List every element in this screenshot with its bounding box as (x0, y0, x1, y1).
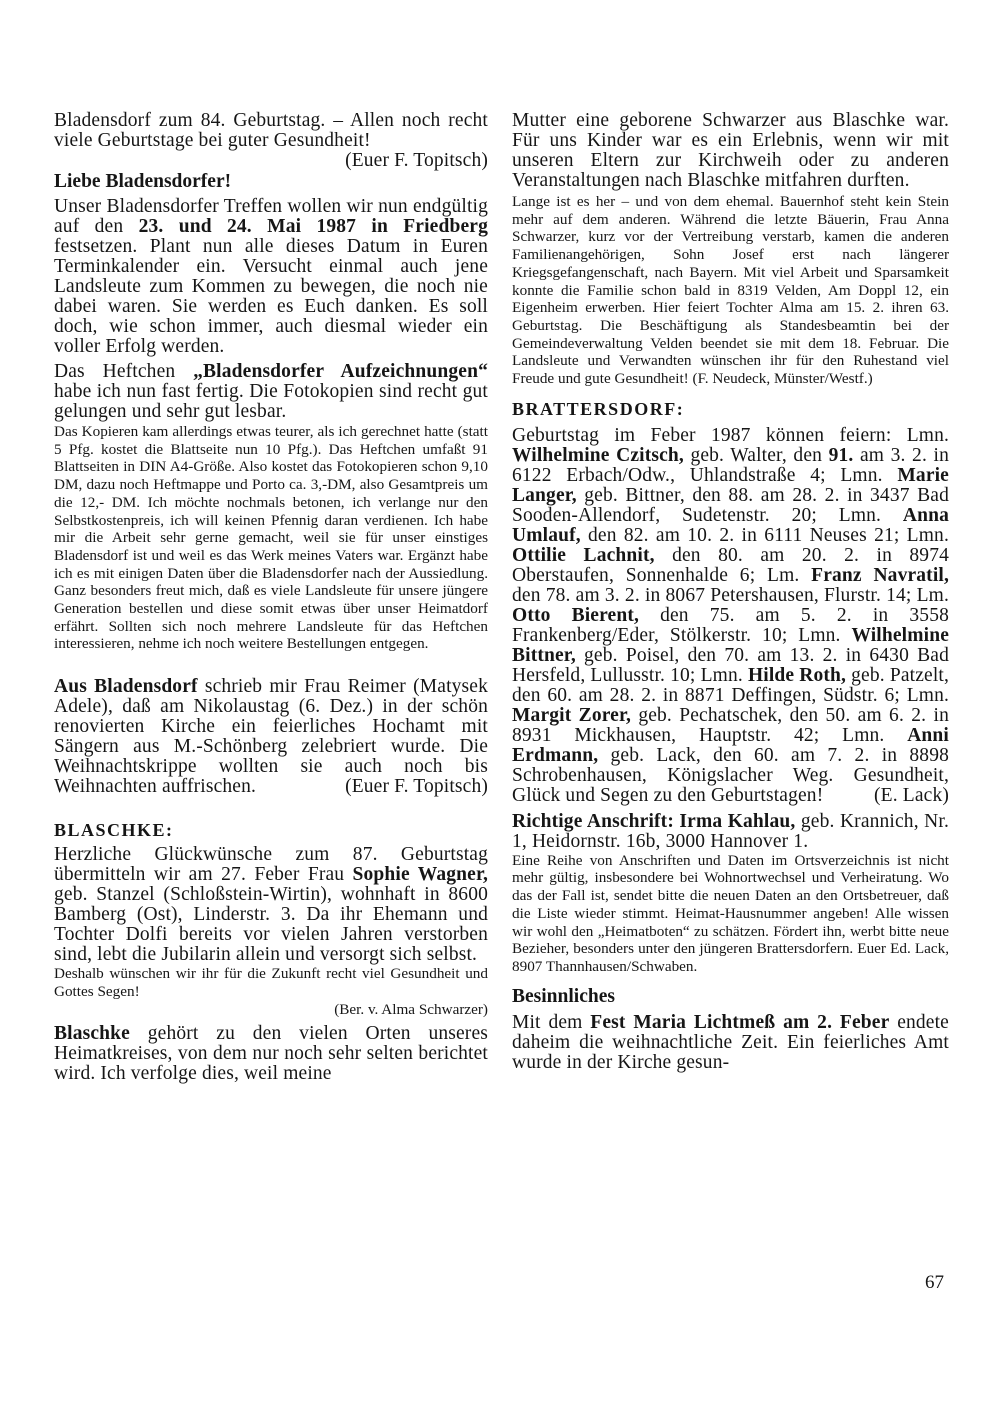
paragraph-text: schrieb mir Frau Reimer (Matysek Adele), daß am Nikolaustag (6. Dez.) in der schön renovierten Kirche ein feierliches Hochamt mit Sängern aus M.-Schönberg zelebriert wurde. Die Weihnachtskrippe wollten sie auch noch bis Weihnachten auffrischen. (54, 676, 488, 798)
small-paragraph: Deshalb wünschen wir ihr für die Zukunft recht viel Gesundheit und Gottes Segen! (54, 965, 488, 1000)
emphasis-text: Richtige Anschrift: Irma Kahlau, (512, 810, 796, 832)
signature: (E. Lack) (874, 784, 949, 806)
emphasis-text: 23. und 24. Mai 1987 in Friedberg (138, 216, 488, 237)
section-heading: BLASCHKE: (54, 820, 174, 841)
paragraph-text: den 82. am 10. 2. in 6111 Neuses 21; Lmn. (580, 524, 949, 546)
right-column (512, 111, 949, 1073)
signature: (Ber. v. Alma Schwarzer) (334, 1000, 488, 1018)
person-name: Otto Bierent, (512, 604, 640, 626)
paragraph (54, 197, 488, 357)
paragraph-text: geb. Walter, den (683, 444, 829, 466)
person-name: Anna Umlauf, (512, 504, 949, 546)
paragraph-text: den 80. am 20. 2. in 8974 Oberstaufen, Sonnenhalde 6; Lm. (512, 544, 950, 586)
person-name: Marie Langer, (512, 464, 949, 506)
person-name: Wilhelmine Bittner, (512, 624, 949, 666)
person-name: Ottilie Lachnit, (512, 544, 655, 566)
paragraph (54, 362, 488, 422)
paragraph-text: geb. Pechatschek, den 50. am 6. 2. in 8931 Mickhausen, Hauptstr. 42; Lmn. (512, 704, 949, 746)
person-name: Hilde Roth, (747, 664, 847, 686)
emphasis-text: Aus Bladensdorf (54, 676, 198, 698)
paragraph-text: geb. Stanzel (Schloßstein-Wirtin), wohnhaft in 8600 Bamberg (Ost), Linderstr. 3. Da ihr Ehemann und Tochter Dolfi bereits vor vielen Jahren verstorben sind, lebt die Jubilarin allein und versorgt sich selbst. (54, 884, 488, 966)
emphasis-text: Blaschke (54, 1023, 130, 1045)
person-name: Anni Erdmann, (512, 724, 949, 766)
paragraph-text: den 78. am 3. 2. in 8067 Petershausen, Flurstr. 14; Lm. (512, 584, 949, 606)
person-name: Margit Zorer, (512, 704, 632, 726)
emphasis-text: Fest Maria Lichtmeß am 2. Feber (590, 1011, 890, 1033)
person-name: Wilhelmine Czitsch, (512, 444, 684, 466)
birthday-list (512, 426, 949, 806)
page-number: 67 (925, 1272, 944, 1293)
emphasis-text: Sophie Wagner, (352, 864, 488, 886)
paragraph-text: Herzliche Glückwünsche zum 87. Geburtstag übermitteln wir am 27. Feber Frau (54, 844, 488, 886)
paragraph-text: geb. Poisel, den 70. am 13. 2. in 6430 Bad Hersfeld, Lullusstr. 10; Lmn. (512, 644, 949, 686)
paragraph-text: geb. Bittner, den 88. am 28. 2. in 3437 Bad Sooden-Allendorf, Sudetenstr. 20; Lmn. (512, 484, 949, 526)
paragraph (54, 1024, 488, 1084)
paragraph-text: habe ich nun fast fertig. Die Fotokopien sind recht gut gelungen und sehr gut lesbar. (54, 381, 488, 422)
left-column (54, 111, 488, 1084)
article-ending (54, 110, 488, 171)
paragraph-text: geb. Krannich, Nr. 1, Heidornstr. 16b, 3000 Hannover 1. (512, 810, 949, 852)
signature: (Euer F. Topitsch) (345, 150, 488, 171)
person-name: 91. (828, 444, 854, 466)
small-paragraph: Eine Reihe von Anschriften und Daten im Ortsverzeichnis ist nicht mehr gültig, insbesondere bei Wohnortwechsel und Verheiratung. Wo das der Fall ist, sendet bitte die neuen Daten an den Ortsbetreuer, daß die Liste wieder stimmt. Heimat-Hausnummer angeben! Alle wissen wir wohl den „Heimatboten“ zu schätzen. Fördert ihn, werbt bitte neue Bezieher, besonders unter den jüngeren Brattersdorfern. Euer Ed. Lack, 8907 Thannhausen/Schwaben. (512, 851, 949, 975)
paragraph (54, 677, 488, 797)
paragraph-text: festsetzen. Plant nun alle dieses Datum in Euren Terminkalender ein. Versucht einmal auch jene Landsleute zum Kommen zu bewegen, die noch nie dabei waren. Sie werden es Euch danken. Es soll doch, wie schon immer, auch diesmal wieder ein voller Erfolg werden. (54, 236, 488, 357)
section-heading: Besinnliches (512, 985, 615, 1007)
paragraph-text: Das Heftchen (54, 361, 194, 382)
paragraph: Mutter eine geborene Schwarzer aus Blaschke war. Für uns Kinder war es ein Erlebnis, wenn wir mit unseren Eltern zur Kirchweih oder zu anderen Veranstaltungen nach Blaschke mitfahren durften. (512, 110, 949, 191)
small-paragraph: Das Kopieren kam allerdings etwas teurer, als ich gerechnet hatte (statt 5 Pfg. kostet die Blattseite nun 10 Pfg.). Das Heftchen umfaßt 91 Blattseiten in DIN A4-Größe. Also kostet das Fotokopieren schon 9,10 DM, dazu noch Heftmappe und Porto ca. 3,-DM, also Gesamtpreis um die 12,- DM. Ich möchte nochmals betonen, ich verlange nur den Selbstkostenpreis, ich will keinen Pfennig daran verdienen. Ich habe mir die Arbeit sehr gerne gemacht, weil sie für unser einstiges Bladensdorf ist und weil es das Werk meines Vaters war. Ergänzt habe ich es mit einigen Daten über die Bladensdorfer nach der Aussiedlung. Ganz besonders freut mich, daß es viele Landsleute für unsere jüngere Generation bestellen und diese somit etwas über unser Heimatdorf erfährt. Sollten sich noch mehrere Landsleute für das Heftchen interessieren, nehme ich noch weitere Bestellungen entgegen. (54, 423, 488, 653)
paragraph-text: Mit dem (512, 1011, 591, 1033)
paragraph-text: Geburtstag im Feber 1987 können feiern: Lmn. (512, 424, 949, 446)
person-name: Franz Navratil, (811, 564, 949, 586)
paragraph-text: geb. Lack, den 60. am 7. 2. in 8898 Schrobenhausen, Königslacher Weg. Gesundheit, Glück und Segen zu den Geburtstagen! (512, 744, 949, 806)
signature: (Euer F. Topitsch) (345, 776, 488, 798)
paragraph-text: Unser Bladensdorfer Treffen wollen wir nun endgültig auf den (54, 196, 488, 237)
paragraph (512, 1013, 949, 1073)
paragraph (54, 845, 488, 965)
paragraph-text: am 3. 2. in 6122 Erbach/Odw., Uhlandstraße 4; Lmn. (512, 444, 949, 486)
paragraph-text: geb. Patzelt, den 60. am 28. 2. in 8871 Deffingen, Südstr. 6; Lmn. (512, 664, 949, 706)
section-heading: BRATTERSDORF: (512, 398, 685, 419)
paragraph (512, 812, 949, 852)
emphasis-text: „Bladensdorfer Aufzeichnungen“ (193, 361, 488, 382)
paragraph-text: endete daheim die weihnachtliche Zeit. Ein feierliches Amt wurde in der Kirche gesun- (512, 1011, 949, 1073)
article-ending-text: Bladensdorf zum 84. Geburtstag. – Allen noch recht viele Geburtstage bei guter Gesundheit! (54, 110, 488, 151)
section-heading: Liebe Bladensdorfer! (54, 171, 232, 192)
small-paragraph: Lange ist es her – und von dem ehemal. Bauernhof steht kein Stein mehr auf dem anderen. Während die letzte Bäuerin, Frau Anna Schwarzer, kurz vor der Vertreibung verstarb, kamen die anderen Familienangehörigen, Sohn Josef erst nach längerer Kriegsgefangenschaft, nach Bayern. Mit viel Arbeit und Sparsamkeit konnte die Familie schon bald in 8319 Velden, Am Doppl 12, ein Eigenheim erwerben. Hier feiert Tochter Alma am 15. 2. ihren 63. Geburtstag. Die Beschäftigung als Standesbeamtin bei der Gemeindeverwaltung Velden beendet sie mit dem 18. Februar. Die Landsleute und Verwandten wünschen ihr für den Ruhestand viel Freude und gute Gesundheit! (F. Neudeck, Münster/Westf.) (512, 193, 949, 388)
paragraph-text: gehört zu den vielen Orten unseres Heimatkreises, von dem nur noch sehr selten berichtet wird. Ich verfolge dies, weil meine (54, 1023, 488, 1085)
paragraph-text: den 75. am 5. 2. in 3558 Frankenberg/Eder, Stölkerstr. 10; Lmn. (512, 604, 949, 646)
